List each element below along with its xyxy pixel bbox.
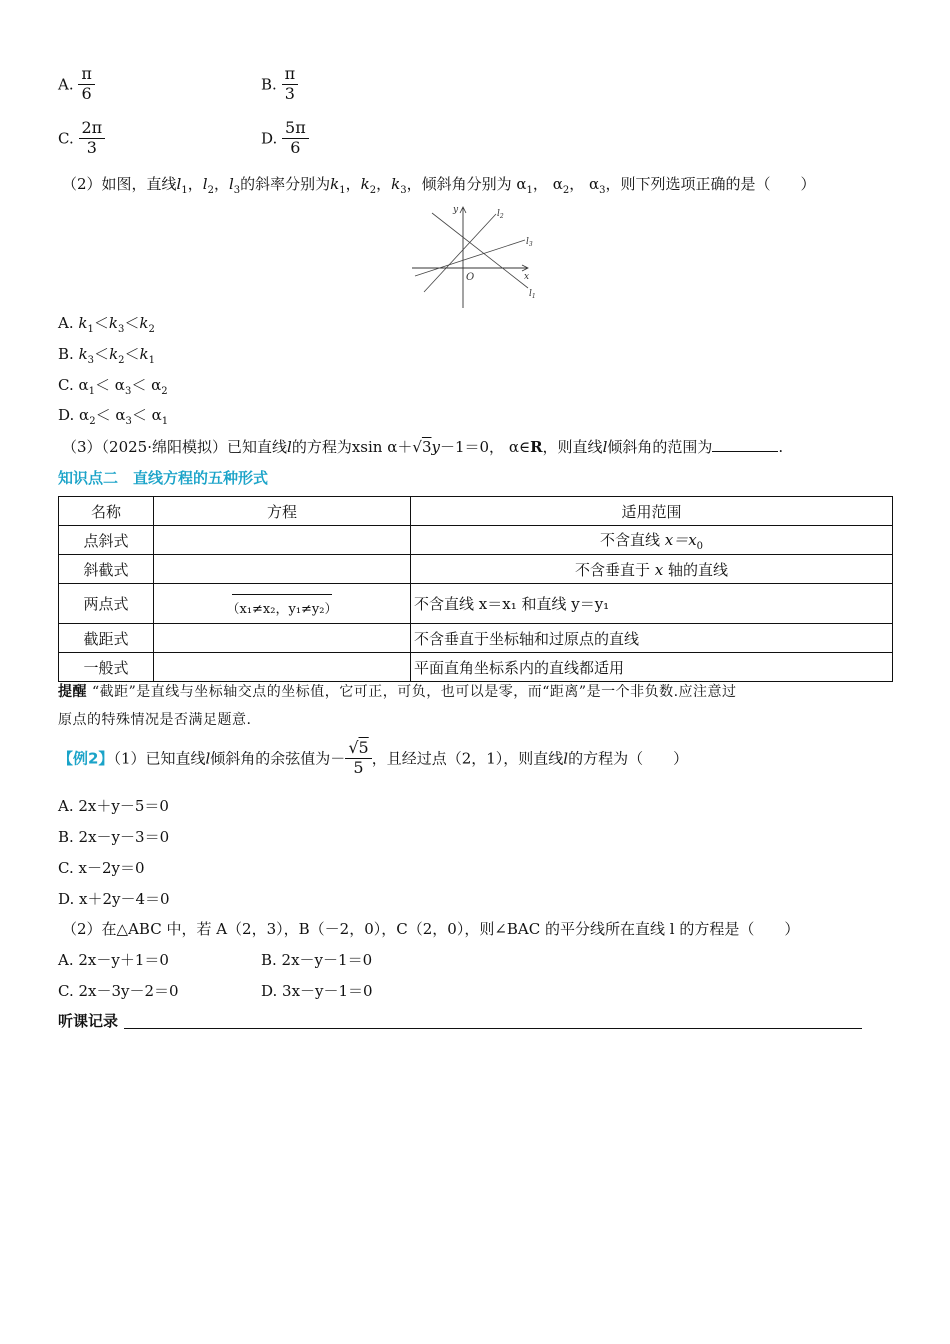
ex2-q2-option-a: A. 2x－y＋1＝0	[58, 951, 169, 969]
form-range: 不含垂直于坐标轴和过原点的直线	[411, 624, 893, 653]
q1-option-a	[58, 66, 95, 103]
q1-option-b	[261, 66, 298, 103]
form-range: 不含直线 x＝x₁ 和直线 y＝y₁	[411, 584, 893, 624]
tip-label: 提醒	[58, 684, 87, 700]
label-l3: $l_3$	[526, 237, 533, 248]
table-header-row	[59, 497, 893, 526]
ex2-q2-option-b: B. 2x－y－1＝0	[261, 951, 373, 969]
form-name: 一般式	[59, 653, 154, 682]
q2-option-a: A. $k_1<k_3<k_2$	[58, 314, 155, 335]
ex2-q1-option-c: C. x－2y＝0	[58, 859, 145, 877]
forms-table	[58, 496, 893, 682]
example2-stem: 【例2】（1）已知直线l倾斜角的余弦值为－ $\frac{√5}{5}$ ，且经过点（2，1），则直线l的方程为（ ）	[58, 738, 689, 777]
ex2-q2-stem: （2）在△ABC 中，若 A（2，3），B（－2，0），C（2，0），则∠BAC 的平分线所在直线 l 的方程是（ ）	[62, 920, 800, 938]
fraction: $\frac{5\pi}{6}$	[282, 120, 309, 157]
q2-stem: （2）如图，直线$l_1$，$l_2$，$l_3$的斜率分别为$k_1$，$k_2$，$k_3$，倾斜角分别为 $\alpha_1$， $\alpha_2$， $\alpha_3$，则下列选项正确的是（ ）	[62, 175, 816, 196]
section-heading: 知识点二 直线方程的五种形式	[58, 469, 269, 487]
table-header: 名称	[59, 497, 154, 526]
ex2-q1-option-d: D. x＋2y－4＝0	[58, 890, 170, 908]
option-label: C.	[58, 129, 74, 148]
option-label: B.	[261, 75, 277, 94]
ex2-q1-option-a: A. 2x＋y－5＝0	[58, 797, 169, 815]
fraction: $\frac{\pi}{3}$	[282, 66, 299, 103]
ex2-q2-option-c: C. 2x－3y－2＝0	[58, 982, 179, 1000]
example-tag: 【例2】	[58, 749, 114, 768]
table-row	[59, 584, 893, 624]
tip-line-1: 提醒 “截距”是直线与坐标轴交点的坐标值，它可正，可负，也可以是零，而“距离”是一个非负数.应注意过	[58, 684, 737, 700]
q1-option-c	[58, 120, 105, 157]
table-row	[59, 555, 893, 584]
fraction: $\frac{\pi}{6}$	[78, 66, 95, 103]
form-range: 不含垂直于 x 轴的直线	[411, 555, 893, 584]
notes-label: 听课记录	[58, 1012, 119, 1030]
fraction: $\frac{2\pi}{3}$	[79, 120, 106, 157]
form-range: 平面直角坐标系内的直线都适用	[411, 653, 893, 682]
table-header: 方程	[154, 497, 411, 526]
fraction: $\frac{√5}{5}$	[345, 740, 371, 777]
label-y: y	[453, 205, 459, 215]
form-name: 斜截式	[59, 555, 154, 584]
table-row	[59, 624, 893, 653]
option-label: D.	[261, 129, 278, 148]
q1-option-d	[261, 120, 309, 157]
form-equation[interactable]	[154, 624, 411, 653]
q2-option-b: B. $k_3<k_2<k_1$	[58, 345, 156, 366]
q2-option-c: C. $\alpha_1< \alpha_3< \alpha_2$	[58, 376, 168, 397]
lines-figure	[410, 200, 545, 310]
form-equation[interactable]	[154, 555, 411, 584]
table-row	[59, 526, 893, 555]
line-l1	[432, 213, 528, 288]
form-equation[interactable]	[154, 653, 411, 682]
label-x: x	[524, 272, 530, 282]
notes-line[interactable]	[124, 1028, 862, 1029]
label-l2: $l_2$	[497, 209, 504, 220]
tip-line-2: 原点的特殊情况是否满足题意.	[58, 712, 252, 728]
answer-blank[interactable]	[712, 437, 778, 452]
label-origin: O	[466, 272, 475, 283]
label-l1: $l_1$	[529, 289, 536, 300]
form-equation[interactable]	[154, 526, 411, 555]
form-name: 截距式	[59, 624, 154, 653]
option-label: A.	[58, 75, 74, 94]
q2-option-d: D. $\alpha_2< \alpha_3< \alpha_1$	[58, 406, 169, 427]
table-row	[59, 653, 893, 682]
form-equation[interactable]: （x₁≠x₂，y₁≠y₂）	[154, 584, 411, 624]
ex2-q2-option-d: D. 3x－y－1＝0	[261, 982, 373, 1000]
form-name: 点斜式	[59, 526, 154, 555]
ex2-q1-option-b: B. 2x－y－3＝0	[58, 828, 170, 846]
q3-stem: （3）（2025·绵阳模拟）已知直线l的方程为xsin α＋√3y－1＝0， α∈R，则直线l倾斜角的范围为 .	[62, 438, 784, 456]
form-name: 两点式	[59, 584, 154, 624]
table-header: 适用范围	[411, 497, 893, 526]
form-range: 不含直线 $x=x_0$	[411, 526, 893, 555]
line-l3	[415, 240, 525, 276]
